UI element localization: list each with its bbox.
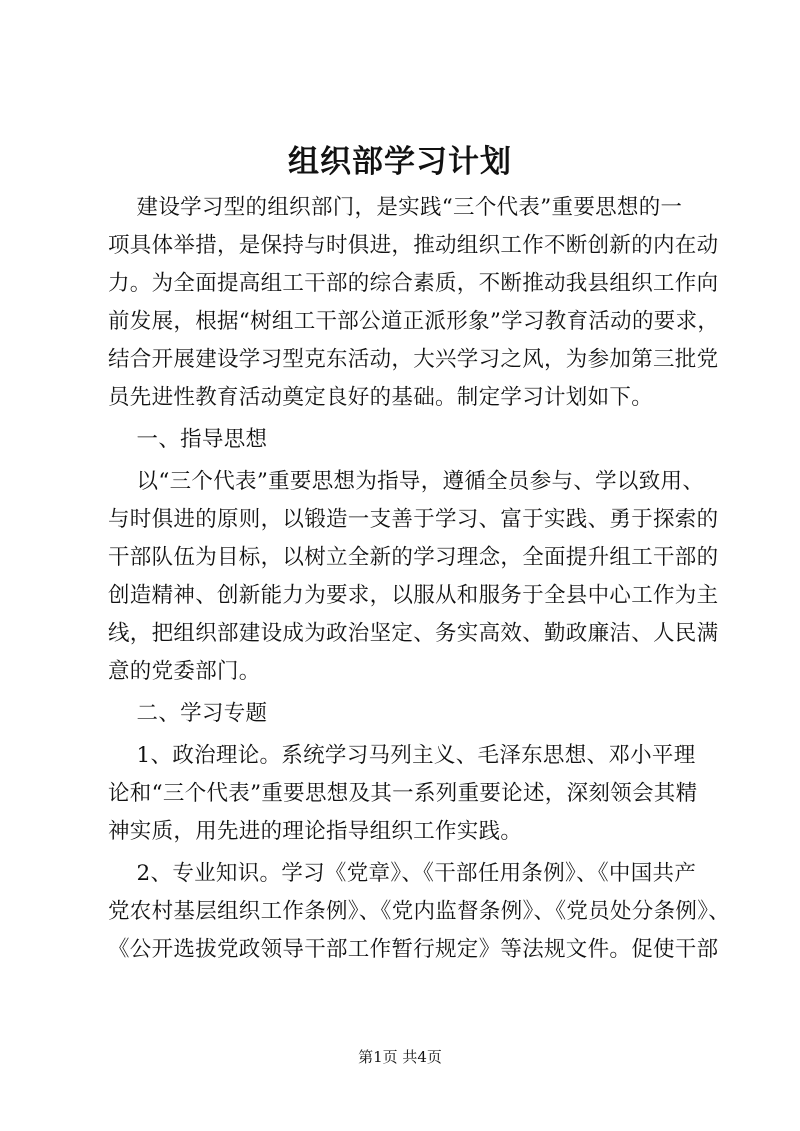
body-line: 创造精神、创新能力为要求，以服从和服务于全县中心工作为主 — [108, 583, 719, 608]
body-line: 项具体举措，是保持与时俱进，推动组织工作不断创新的内在动 — [108, 233, 719, 258]
section-heading: 一、指导思想 — [108, 427, 268, 452]
body-line: 建设学习型的组织部门，是实践“三个代表”重要思想的一 — [108, 195, 683, 220]
body-line: 2、专业知识。学习《党章》、《干部任用条例》、《中国共产 — [108, 861, 697, 886]
body-line: 线，把组织部建设成为政治坚定、务实高效、勤政廉洁、人民满 — [108, 621, 719, 646]
body-line: 力。为全面提高组工干部的综合素质，不断推动我县组织工作向 — [108, 271, 719, 296]
body-line: 员先进性教育活动奠定良好的基础。制定学习计划如下。 — [108, 385, 654, 410]
page-footer: 第1页 共4页 — [358, 1048, 442, 1066]
body-line: 结合开展建设学习型克东活动，大兴学习之风，为参加第三批党 — [108, 347, 719, 372]
body-line: 神实质，用先进的理论指导组织工作实践。 — [108, 819, 523, 844]
document-title: 组织部学习计划 — [288, 144, 512, 180]
body-line: 1、政治理论。系统学习马列主义、毛泽东思想、邓小平理 — [108, 743, 696, 768]
body-line: 与时俱进的原则，以锻造一支善于学习、富于实践、勇于探索的 — [108, 507, 719, 532]
body-line: 《公开选拔党政领导干部工作暂行规定》等法规文件。促使干部 — [108, 937, 719, 962]
body-line: 党农村基层组织工作条例》、《党内监督条例》、《党员处分条例》、 — [108, 899, 731, 924]
body-line: 前发展，根据“树组工干部公道正派形象”学习教育活动的要求， — [108, 309, 720, 334]
body-line: 干部队伍为目标，以树立全新的学习理念，全面提升组工干部的 — [108, 545, 719, 570]
section-heading: 二、学习专题 — [108, 701, 268, 726]
body-line: 意的党委部门。 — [108, 659, 261, 684]
body-line: 论和“三个代表”重要思想及其一系列重要论述，深刻领会其精 — [108, 781, 698, 806]
body-line: 以“三个代表”重要思想为指导，遵循全员参与、学以致用、 — [108, 469, 705, 494]
